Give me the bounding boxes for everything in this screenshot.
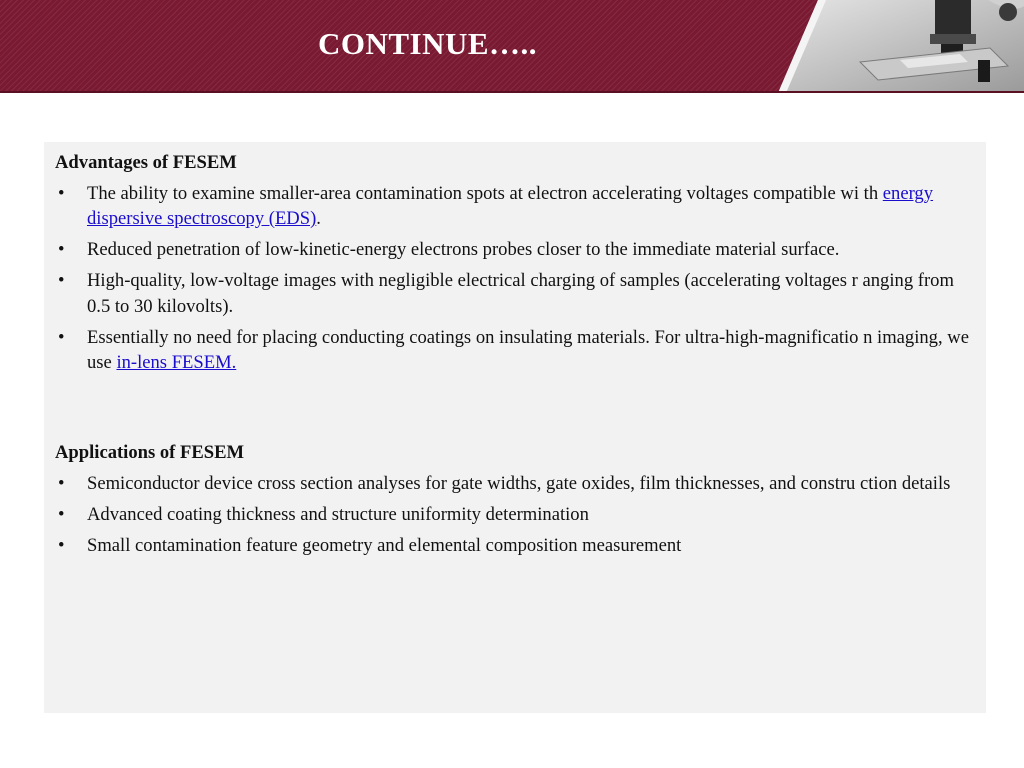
list-item [55,502,972,528]
bullet-icon: • [58,534,65,556]
bullet-icon: • [58,472,65,494]
advantages-heading: Advantages of FESEM [55,152,237,173]
title-banner [0,0,1024,93]
list-item [55,237,972,263]
applications-heading: Applications of FESEM [55,442,245,463]
bullet-icon: • [58,270,65,291]
item-text: Small contamination feature geometry and elemental composition measurement [87,534,682,556]
list-item [55,325,972,376]
item-text: Reduced penetration of low-kinetic-energy electrons probes closer to the immediate material surface. [87,239,840,260]
item-text: High-quality, low-voltage images with negligible electrical charging of samples (accelerating voltages r anging from 0.5 to 30 kilovolts). [87,270,954,317]
content-panel [44,142,986,713]
eds-link[interactable]: energy dispersive spectroscopy (EDS) [87,182,934,229]
item-text: Semiconductor device cross section analyses for gate widths, gate oxides, film thicknesses, and constru ction details [87,472,951,494]
bullet-icon: • [58,239,65,260]
list-item [55,471,972,497]
slide-title: CONTINUE….. [317,26,538,61]
advantages-list [55,181,972,376]
bullet-icon: • [58,182,65,204]
bullet-icon: • [58,326,65,348]
banner-divider [0,91,1024,93]
item-text: Essentially no need for placing conducting coatings on insulating materials. For ultra-high-magnificatio n imaging, we use [87,326,969,373]
item-text: . [316,208,321,229]
item-text: Advanced coating thickness and structure uniformity determination [87,503,589,525]
list-item [55,268,972,319]
list-item [55,533,972,559]
bullet-icon: • [58,503,65,525]
item-text: The ability to examine smaller-area contamination spots at electron accelerating voltages compatible wi th [87,182,883,204]
microscope-photo [760,0,1024,93]
list-item [55,181,972,232]
section-spacer [55,381,972,440]
in-lens-fesem-link[interactable]: in-lens FESEM. [116,352,237,373]
applications-list [55,471,972,559]
